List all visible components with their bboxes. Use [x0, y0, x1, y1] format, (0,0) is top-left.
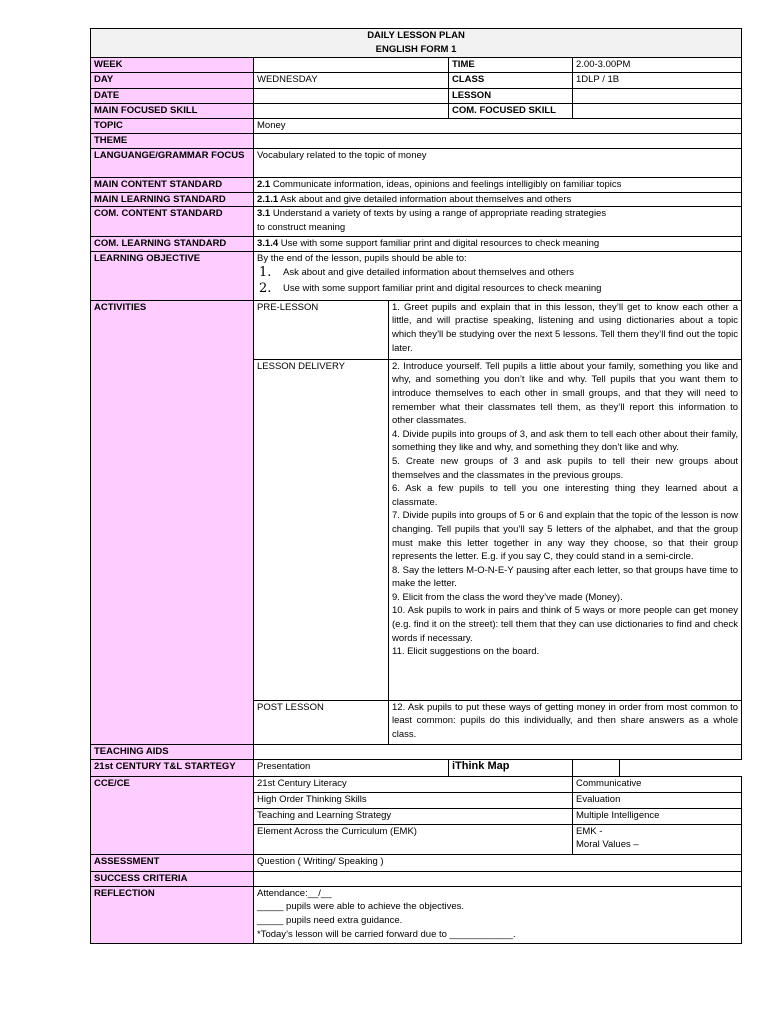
cce-row-right[interactable] [573, 824, 742, 854]
assessment-label: ASSESSMENT [91, 854, 254, 871]
activity-step: 2. Introduce yourself. Tell pupils a little about your family, something you like and why, and something you don’t like and why. Tell pupils that you want them to introduce themselves to each other in small groups, and that they will need to remember what their classmates tell them, as they’ll report this information to other classmates. [392, 360, 739, 427]
com-content-standard-text: Understand a variety of texts by using a range of appropriate reading strategies [270, 208, 607, 220]
day-label: DAY [91, 73, 254, 89]
learning-objective-list [257, 265, 738, 297]
plan-title [91, 29, 742, 58]
post-lesson-label: POST LESSON [254, 700, 389, 744]
pre-lesson-label: PRE-LESSON [254, 300, 389, 359]
reflection-label: REFLECTION [91, 886, 254, 943]
activity-step: 7. Divide pupils into groups of 5 or 6 and explain that the topic of the lesson is now changing. Tell pupils that you’ll say 5 letters of the alphabet, and that the group must make this letter together in any way they choose, so that their group represents the letter. E.g. if you say C, they could stand in a semi-circle. [392, 510, 739, 563]
activity-step: 12. Ask pupils to put these ways of getting money in order from most common to least common: pupils do this individually, and then share answers as a whole class. [392, 701, 739, 740]
emk-value: EMK - [576, 825, 603, 837]
century21-presentation[interactable]: Presentation [254, 759, 449, 776]
main-learning-standard-label: MAIN LEARNING STANDARD [91, 192, 254, 207]
main-focused-skill-label: MAIN FOCUSED SKILL [91, 104, 254, 119]
success-criteria-label: SUCCESS CRITERIA [91, 871, 254, 886]
com-learning-standard-code: 3.1.4 [257, 238, 279, 250]
lesson-delivery-label: LESSON DELIVERY [254, 359, 389, 700]
cce-row-left: 21st Century Literacy [254, 776, 573, 792]
cce-row-left: Teaching and Learning Strategy [254, 808, 573, 824]
main-content-standard-code: 2.1 [257, 179, 271, 190]
time-value[interactable]: 2.00-3.00PM [573, 58, 742, 73]
objective-number: 2. [259, 281, 272, 297]
main-content-standard-text: Communicate information, ideas, opinions and feelings intelligibly on familiar topics [270, 179, 622, 190]
com-focused-skill-label: COM. FOCUSED SKILL [449, 104, 573, 119]
century21-extra[interactable] [573, 759, 620, 776]
activity-step: 5. Create new groups of 3 and ask pupils to tell their new groups about themselves and the classmates in the previous groups. [392, 455, 739, 481]
day-value[interactable]: WEDNESDAY [254, 73, 449, 89]
learning-objective-item [259, 265, 738, 281]
com-learning-standard-value [254, 237, 742, 252]
objective-number: 1. [259, 265, 272, 281]
class-value[interactable]: 1DLP / 1B [573, 73, 742, 89]
activity-step: 1. Greet pupils and explain that in this lesson, they’ll get to know each other a little, and will practise speaking, listening and using dictionaries about a topic which they’ll be studying over the next 5 lessons. Tell them they’ll find out the topic later. [392, 301, 739, 354]
reflection-line: _____ pupils need extra guidance. [257, 914, 403, 926]
main-content-standard-label: MAIN CONTENT STANDARD [91, 178, 254, 193]
pre-lesson-content [389, 300, 742, 359]
com-content-standard-text2: to construct meaning [257, 221, 346, 233]
objective-text: Use with some support familiar print and digital resources to check meaning [283, 283, 602, 295]
date-label: DATE [91, 89, 254, 104]
moral-values-value: Moral Values – [576, 839, 639, 851]
grammar-focus-value[interactable]: Vocabulary related to the topic of money [254, 149, 742, 178]
objective-text: Ask about and give detailed information about themselves and others [283, 267, 574, 279]
cce-row-left: Element Across the Curriculum (EMK) [254, 824, 573, 854]
lesson-delivery-content [389, 359, 742, 700]
cce-row-left: High Order Thinking Skills [254, 792, 573, 808]
cce-label: CCE/CE [91, 776, 254, 854]
week-value[interactable] [254, 58, 449, 73]
teaching-aids-label: TEACHING AIDS [91, 744, 254, 759]
grammar-focus-label: LANGUANGE/GRAMMAR FOCUS [91, 149, 254, 178]
century21-label: 21st CENTURY T&L STARTEGY [91, 759, 254, 776]
learning-objective-label: LEARNING OBJECTIVE [91, 251, 254, 300]
topic-value[interactable]: Money [254, 119, 742, 134]
com-learning-standard-text: Use with some support familiar print and digital resources to check meaning [278, 238, 600, 250]
com-content-standard-value [254, 207, 742, 237]
activity-step: 11. Elicit suggestions on the board. [392, 646, 540, 658]
week-label: WEEK [91, 58, 254, 73]
date-value[interactable] [254, 89, 449, 104]
reflection-line: Attendance:__/__ [257, 887, 332, 899]
activity-step: 10. Ask pupils to work in pairs and think of 5 ways or more people can get money (e.g. find it on the street): tell them that they can use dictionaries to find and check words if necessary. [392, 605, 739, 644]
success-criteria-value[interactable] [254, 871, 742, 886]
plan-title-line1: DAILY LESSON PLAN [367, 30, 465, 41]
main-learning-standard-value [254, 192, 742, 207]
class-label: CLASS [449, 73, 573, 89]
teaching-aids-value[interactable] [254, 744, 742, 759]
theme-value[interactable] [254, 134, 742, 149]
activity-step: 4. Divide pupils into groups of 3, and ask them to tell each other about their family, something they like and why, and something they don’t like and why. [392, 428, 739, 454]
assessment-value[interactable]: Question ( Writing/ Speaking ) [254, 854, 742, 871]
topic-label: TOPIC [91, 119, 254, 134]
main-learning-standard-code: 2.1.1 [257, 193, 279, 205]
lesson-plan-table [90, 28, 742, 944]
learning-objective-item [259, 281, 738, 297]
activities-label: ACTIVITIES [91, 300, 254, 744]
reflection-value[interactable] [254, 886, 742, 943]
activity-step: 6. Ask a few pupils to tell you one interesting thing they learned about a classmate. [392, 483, 739, 508]
time-label: TIME [449, 58, 573, 73]
learning-objective-value [254, 251, 742, 300]
lesson-value[interactable] [573, 89, 742, 104]
cce-row-right[interactable]: Evaluation [573, 792, 742, 808]
main-focused-skill-value[interactable] [254, 104, 449, 119]
plan-title-line2: ENGLISH FORM 1 [375, 43, 457, 55]
main-content-standard-value [254, 178, 742, 193]
reflection-line: _____ pupils were able to achieve the objectives. [257, 901, 465, 913]
learning-objective-intro: By the end of the lesson, pupils should be able to: [257, 252, 467, 264]
century21-ithink-map[interactable]: iThink Map [449, 759, 573, 776]
post-lesson-content [389, 700, 742, 744]
cce-row-right[interactable]: Multiple Intelligence [573, 808, 742, 824]
com-focused-skill-value[interactable] [573, 104, 742, 119]
cce-row-right[interactable]: Communicative [573, 776, 742, 792]
century21-blank [620, 759, 742, 776]
com-content-standard-code: 3.1 [257, 208, 271, 220]
lesson-label: LESSON [449, 89, 573, 104]
main-learning-standard-text: Ask about and give detailed information about themselves and others [278, 193, 572, 205]
activity-step: 8. Say the letters M-O-N-E-Y pausing after each letter, so that groups have time to make the letter. [392, 564, 739, 590]
reflection-line: *Today’s lesson will be carried forward due to ____________. [257, 928, 516, 940]
com-content-standard-label: COM. CONTENT STANDARD [91, 207, 254, 237]
com-learning-standard-label: COM. LEARNING STANDARD [91, 237, 254, 252]
activity-step: 9. Elicit from the class the word they’ve made (Money). [392, 591, 623, 603]
theme-label: THEME [91, 134, 254, 149]
